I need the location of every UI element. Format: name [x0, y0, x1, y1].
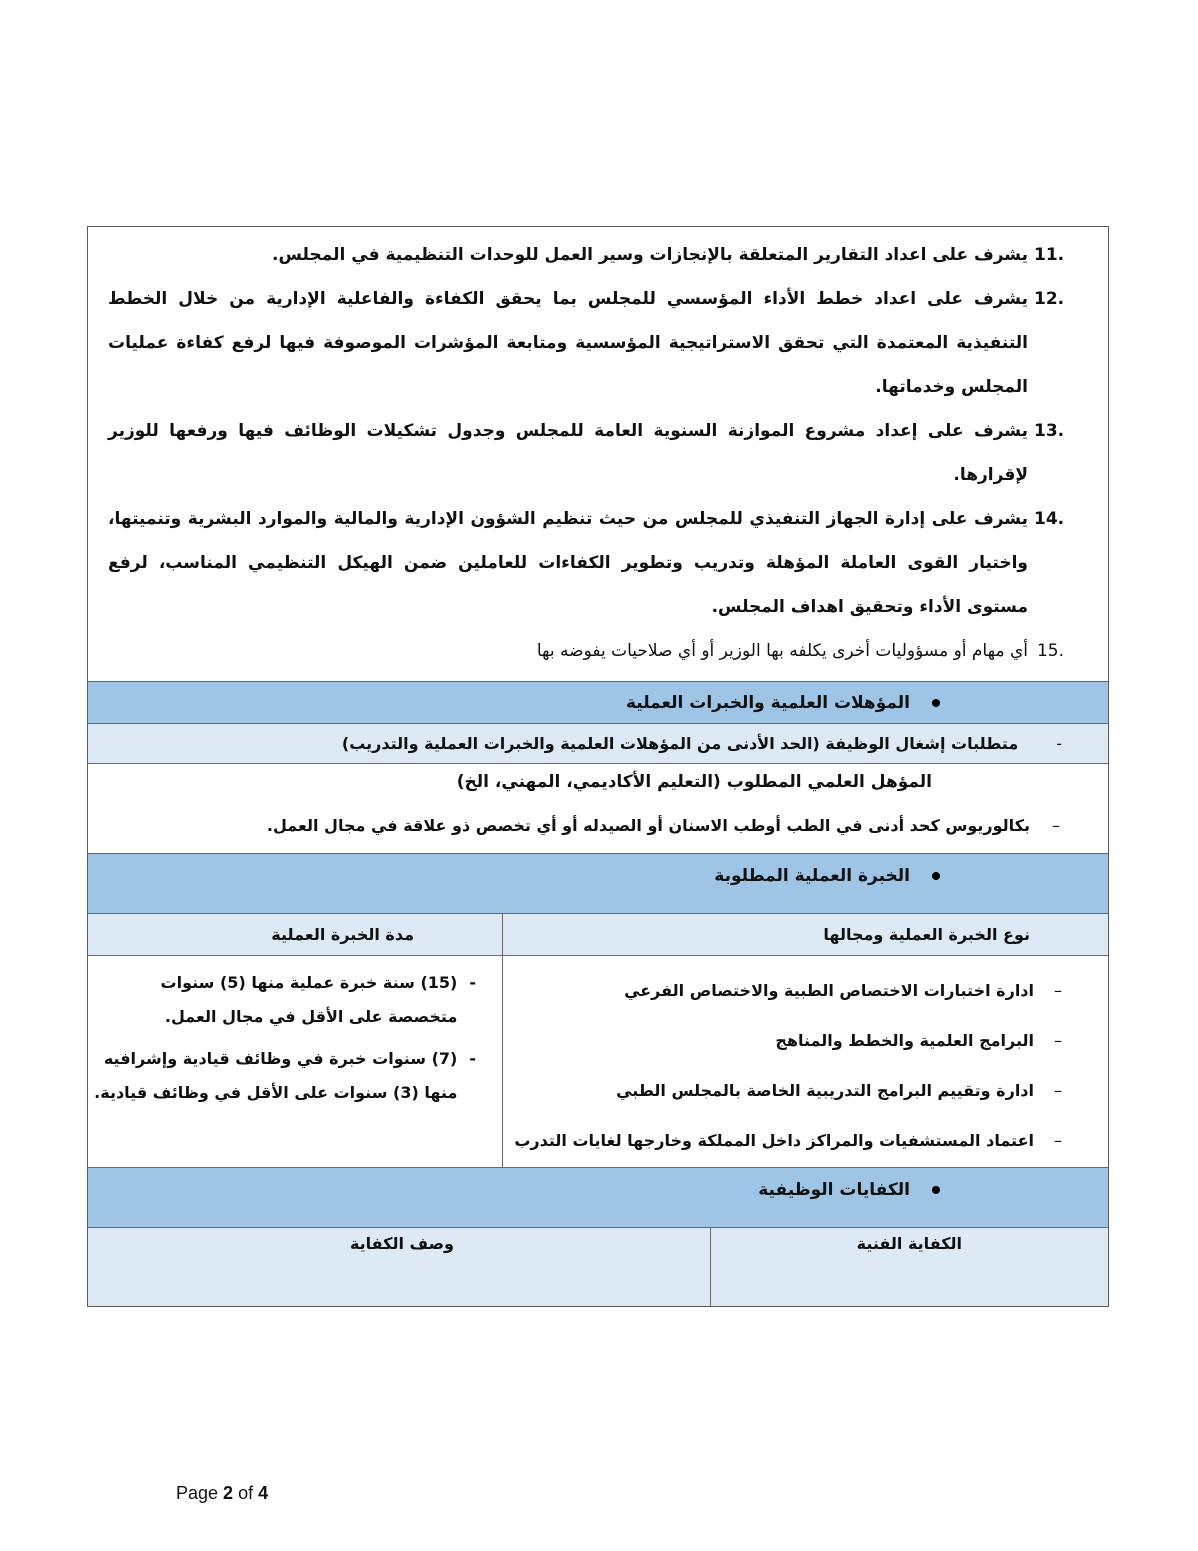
duty-number: 11.	[1034, 245, 1065, 265]
dash-icon: -	[469, 1049, 476, 1068]
dash-icon: –	[1054, 1131, 1062, 1150]
dash-icon: –	[1052, 816, 1060, 835]
competencies-header	[88, 1168, 1108, 1228]
duty-text: يشرف على اعداد خطط الأداء المؤسسي للمجلس بما يحقق الكفاءة والفاعلية الإدارية من خلال الخطط التنفيذية المعتمدة التي تحقق الاستراتيجية المؤسسية ومتابعة المؤشرات الموصوفة فيها لرفع كفاءة عمليات المجلس وخدماتها.	[108, 289, 1028, 397]
list-item	[503, 966, 1062, 1016]
bullet-icon	[932, 872, 940, 880]
experience-columns-header	[88, 914, 1108, 956]
competencies-columns	[88, 1228, 1108, 1306]
experience-header	[88, 854, 1108, 914]
dash-icon: -	[469, 973, 476, 992]
duty-number: 15.	[1036, 641, 1064, 661]
duty-number: 14.	[1034, 509, 1065, 529]
experience-body	[88, 956, 1108, 1168]
current-page: 2	[223, 1483, 234, 1503]
experience-durations	[88, 956, 502, 1167]
experience-duration: (7) سنوات خبرة في وظائف قيادية وإشرافيه منها (3) سنوات على الأقل في وظائف قيادية.	[94, 1049, 458, 1102]
dash-icon: –	[1054, 1031, 1062, 1050]
duty-item	[108, 277, 1064, 409]
duty-item	[108, 629, 1064, 673]
experience-field: اعتماد المستشفيات والمراكز داخل المملكة وخارجها لغايات التدرب	[514, 1131, 1034, 1150]
experience-duration: (15) سنة خبرة عملية منها (5) سنوات متخصصة على الأقل في مجال العمل.	[160, 973, 458, 1026]
duty-item	[108, 233, 1064, 277]
competencies-title: الكفايات الوظيفية	[758, 1180, 910, 1200]
duty-text: يشرف على اعداد التقارير المتعلقة بالإنجازات وسير العمل للوحدات التنظيمية في المجلس.	[272, 245, 1028, 265]
experience-field: ادارة اختبارات الاختصاص الطبية والاختصاص الفرعي	[624, 981, 1034, 1000]
duty-text: أي مهام أو مسؤوليات أخرى يكلفه بها الوزير أو أي صلاحيات يفوضه بها	[536, 641, 1028, 661]
qualifications-header	[88, 682, 1108, 724]
list-item	[503, 1016, 1062, 1066]
education-item	[267, 816, 1060, 835]
list-item	[503, 1066, 1062, 1116]
duty-item	[108, 497, 1064, 629]
duty-number: 13.	[1034, 421, 1065, 441]
experience-title: الخبرة العملية المطلوبة	[714, 866, 910, 886]
page-footer	[176, 1483, 268, 1504]
list-item	[503, 1116, 1062, 1166]
bullet-icon	[932, 699, 940, 707]
qualifications-title: المؤهلات العلمية والخبرات العملية	[625, 693, 910, 713]
competency-description-header: وصف الكفاية	[349, 1234, 454, 1253]
education-row	[88, 764, 1108, 854]
total-pages: 4	[258, 1483, 269, 1503]
bullet-icon	[932, 1186, 940, 1194]
footer-prefix: Page	[176, 1483, 224, 1503]
list-item	[88, 1042, 476, 1110]
experience-field: ادارة وتقييم البرامج التدريبية الخاصة بالمجلس الطبي	[616, 1081, 1034, 1100]
duty-text: يشرف على إعداد مشروع الموازنة السنوية العامة للمجلس وجدول تشكيلات الوظائف فيها ورفعها للوزير لإقرارها.	[108, 421, 1028, 485]
duties-section	[88, 227, 1108, 682]
experience-type-header: نوع الخبرة العملية ومجالها	[502, 914, 1108, 955]
job-description-table	[87, 226, 1109, 1307]
list-item	[88, 966, 476, 1034]
dash-icon: -	[1056, 734, 1062, 753]
requirements-text: متطلبات إشغال الوظيفة (الحد الأدنى من المؤهلات العلمية والخبرات العملية والتدريب)	[341, 734, 1019, 753]
experience-field: البرامج العلمية والخطط والمناهج	[775, 1031, 1034, 1050]
duty-text: يشرف على إدارة الجهاز التنفيذي للمجلس من حيث تنظيم الشؤون الإدارية والمالية والموارد البشرية وتنميتها، واختيار القوى العاملة المؤهلة وتدريب وتطوير الكفاءات للعاملين ضمن الهيكل التنظيمي المناسب، لرفع مستوى الأداء وتحقيق اهداف المجلس.	[108, 509, 1028, 617]
technical-competency-header: الكفاية الفنية	[710, 1228, 1108, 1306]
duty-number: 12.	[1034, 289, 1065, 309]
education-title: المؤهل العلمي المطلوب (التعليم الأكاديمي، المهني، الخ)	[456, 772, 932, 792]
footer-middle: of	[233, 1483, 259, 1503]
education-text: بكالوريوس كحد أدنى في الطب أوطب الاسنان أو الصيدله أو أي تخصص ذو علاقة في مجال العمل.	[266, 816, 1030, 835]
duty-item	[108, 409, 1064, 497]
experience-duration-header: مدة الخبرة العملية	[271, 925, 414, 944]
dash-icon: –	[1054, 981, 1062, 1000]
dash-icon: –	[1054, 1081, 1062, 1100]
requirements-row	[88, 724, 1108, 764]
experience-fields	[502, 956, 1108, 1167]
